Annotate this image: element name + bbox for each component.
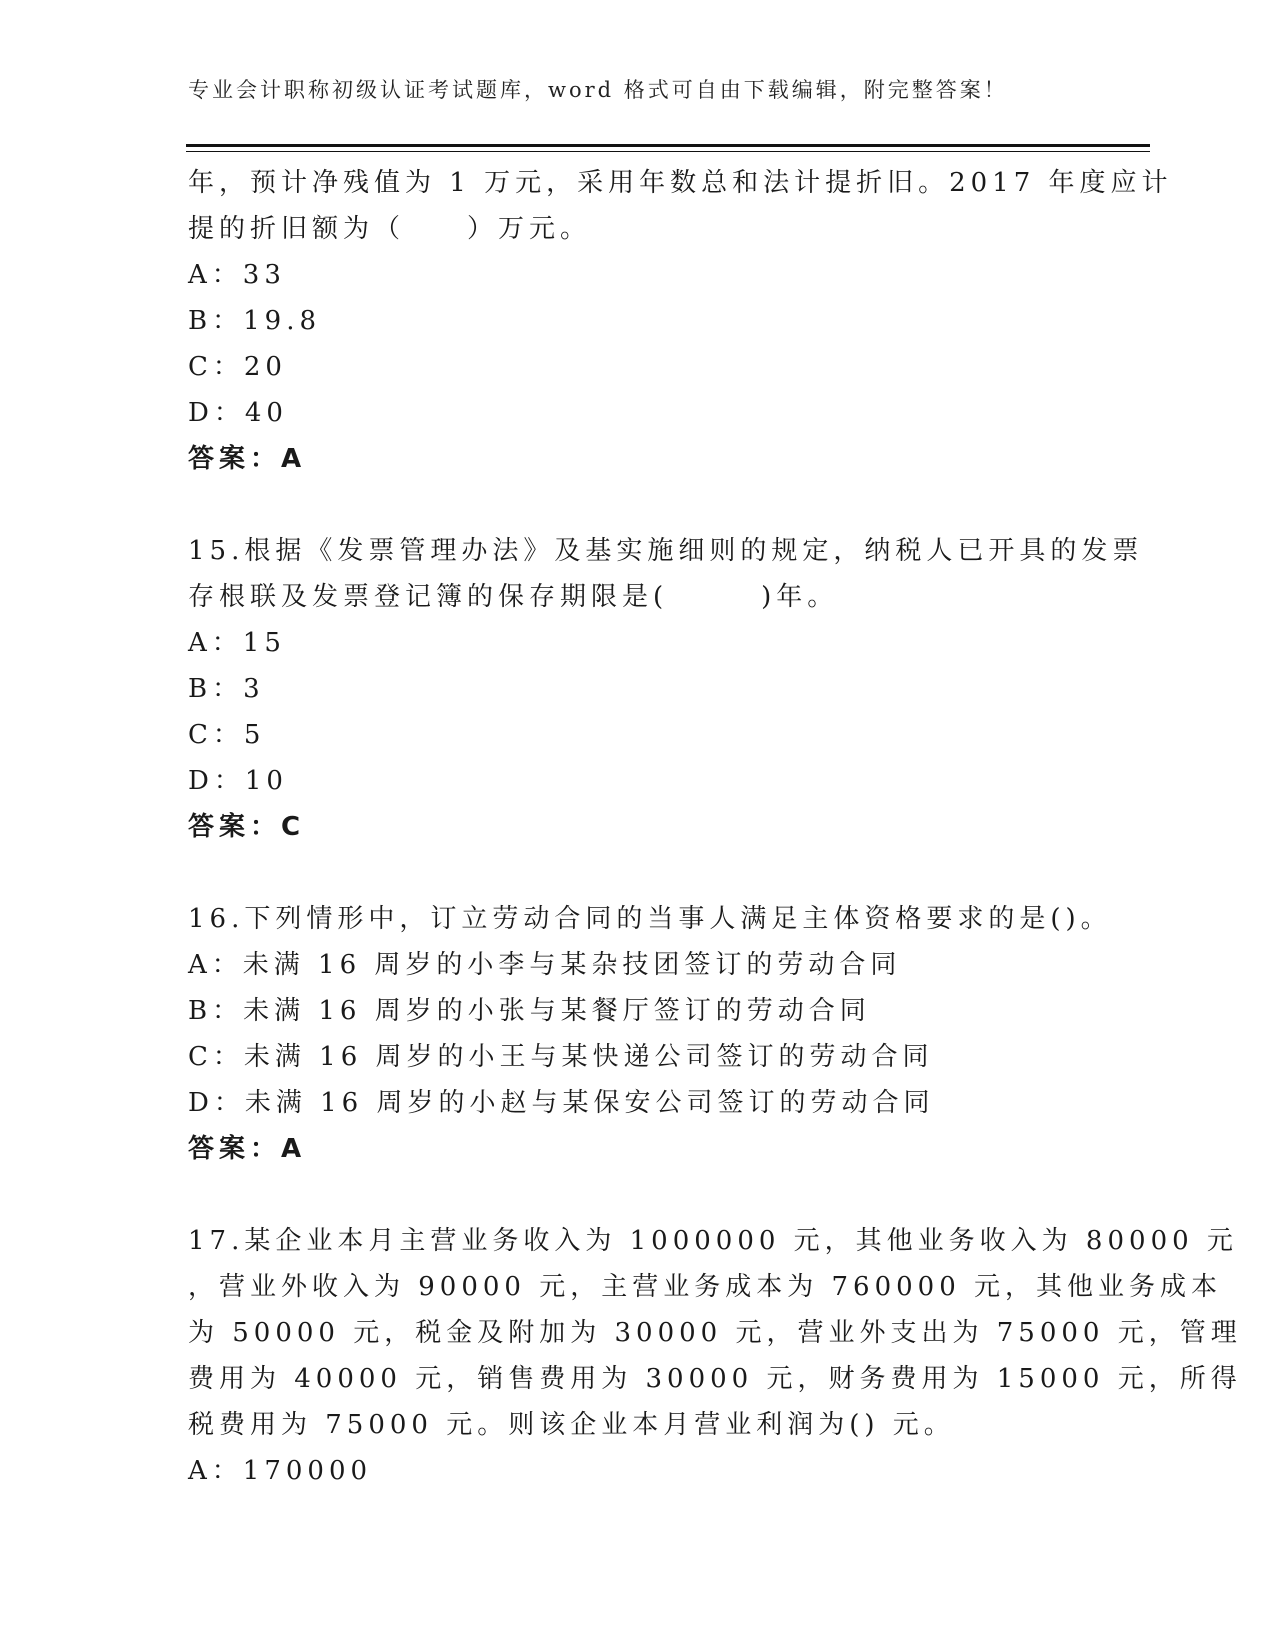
option-b: B：未满 16 周岁的小张与某餐厅签订的劳动合同 [188,996,871,1026]
question-stem-line: 费用为 40000 元，销售费用为 30000 元，财务费用为 15000 元，所得 [188,1364,1242,1394]
question-stem-line: ，营业外收入为 90000 元，主营业务成本为 760000 元，其他业务成本 [188,1272,1223,1302]
option-a: A：170000 [188,1456,373,1486]
question-stem-line: 16.下列情形中，订立劳动合同的当事人满足主体资格要求的是()。 [188,904,1112,934]
question-stem-line: 存根联及发票登记簿的保存期限是( )年。 [188,582,839,612]
option-d: D：未满 16 周岁的小赵与某保安公司签订的劳动合同 [188,1088,935,1118]
question-stem-line: 17.某企业本月主营业务收入为 1000000 元，其他业务收入为 80000 元 [188,1226,1238,1256]
question-stem-line: 提的折旧额为（ ）万元。 [188,214,592,244]
answer: 答案：A [188,1134,307,1164]
question-stem-line: 税费用为 75000 元。则该企业本月营业利润为() 元。 [188,1410,955,1440]
answer: 答案：C [188,812,306,842]
option-d: D：10 [188,766,288,796]
page-header: 专业会计职称初级认证考试题库，word 格式可自由下载编辑，附完整答案！ [188,78,1008,102]
option-b: B：19.8 [188,306,321,336]
option-a: A：15 [188,628,286,658]
option-a: A：33 [188,260,286,290]
header-divider [186,144,1150,152]
question-stem-line: 15.根据《发票管理办法》及基实施细则的规定，纳税人已开具的发票 [188,536,1144,566]
option-c: C：未满 16 周岁的小王与某快递公司签订的劳动合同 [188,1042,934,1072]
question-stem-line: 年，预计净残值为 1 万元，采用年数总和法计提折旧。2017 年度应计 [188,168,1173,198]
option-c: C：20 [188,352,287,382]
option-d: D：40 [188,398,288,428]
question-16 [188,896,1112,1172]
question-stem-line: 为 50000 元，税金及附加为 30000 元，营业外支出为 75000 元，管理 [188,1318,1242,1348]
spacer [188,850,1088,896]
option-c: C：5 [188,720,266,750]
question-14 [188,160,1173,482]
question-17 [188,1218,1242,1494]
option-a: A：未满 16 周岁的小李与某杂技团签订的劳动合同 [188,950,902,980]
spacer [188,482,1088,528]
question-15 [188,528,1144,850]
answer: 答案：A [188,444,307,474]
spacer [188,1172,1088,1218]
question-content [188,160,1242,1494]
option-b: B：3 [188,674,265,704]
